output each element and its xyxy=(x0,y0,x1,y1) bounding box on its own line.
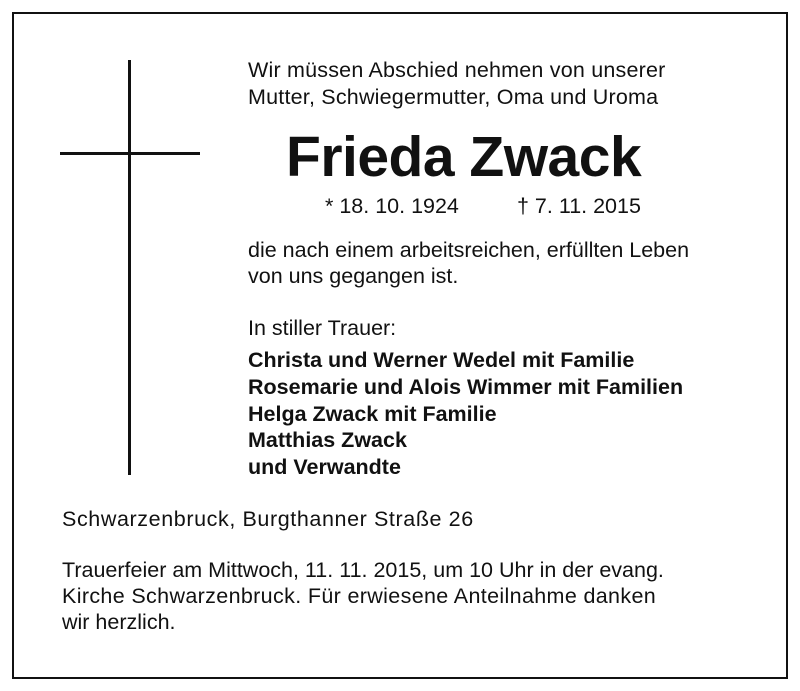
cross-icon xyxy=(128,60,131,475)
deceased-name: Frieda Zwack xyxy=(286,125,642,189)
life-line: von uns gegangen ist. xyxy=(248,264,459,288)
mourner-line: und Verwandte xyxy=(248,455,401,479)
address: Schwarzenbruck, Burgthanner Straße 26 xyxy=(62,507,474,531)
funeral-line: Trauerfeier am Mittwoch, 11. 11. 2015, um 10 Uhr in der evang. xyxy=(62,558,664,582)
mourner-line: Rosemarie und Alois Wimmer mit Familien xyxy=(248,375,684,399)
birth-date: * 18. 10. 1924 xyxy=(325,194,459,218)
death-date: † 7. 11. 2015 xyxy=(517,194,641,218)
mourner-line: Helga Zwack mit Familie xyxy=(248,402,497,426)
cross-bar xyxy=(60,152,200,155)
mourner-line: Christa und Werner Wedel mit Familie xyxy=(248,348,635,372)
funeral-line: Kirche Schwarzenbruck. Für erwiesene Anteilnahme danken xyxy=(62,584,657,608)
intro-line: Mutter, Schwiegermutter, Oma und Uroma xyxy=(248,85,659,109)
funeral-line: wir herzlich. xyxy=(62,610,176,634)
mourner-line: Matthias Zwack xyxy=(248,428,407,452)
life-line: die nach einem arbeitsreichen, erfüllten Leben xyxy=(248,238,690,262)
mourning-label: In stiller Trauer: xyxy=(248,316,397,340)
intro-line: Wir müssen Abschied nehmen von unserer xyxy=(248,58,666,82)
